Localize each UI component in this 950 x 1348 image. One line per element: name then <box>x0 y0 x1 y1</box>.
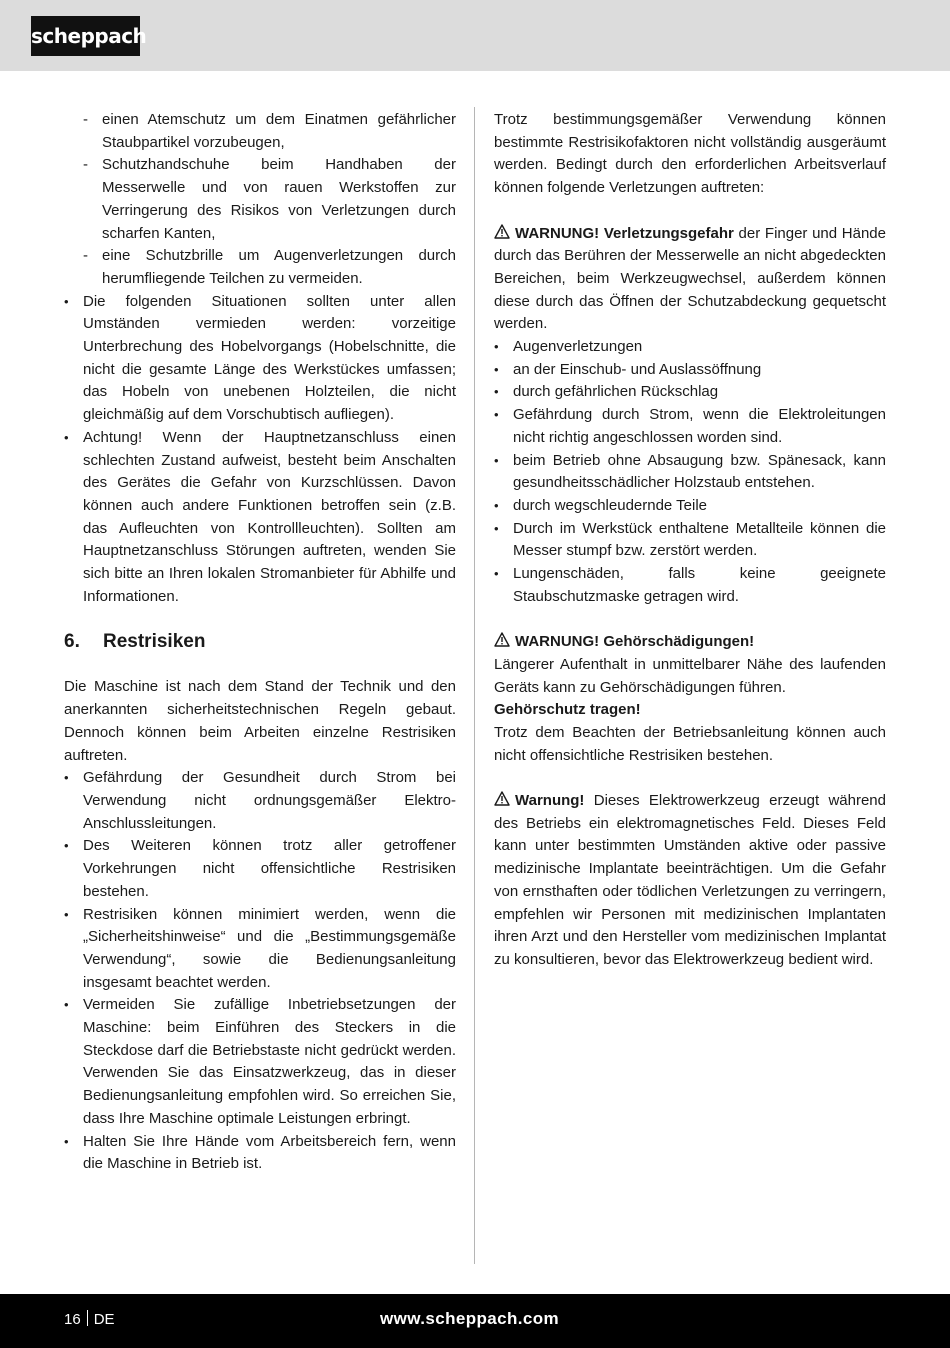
list-item: • an der Einschub- und Auslassöffnung <box>494 359 886 382</box>
list-item: • Gefährdung durch Strom, wenn die Elektroleitungen nicht richtig angeschlossen worden sind. <box>494 404 886 449</box>
list-item: - Schutzhandschuhe beim Handhaben der Messerwelle und von rauen Werkstoffen zur Verringerung des Risikos von Verletzungen durch scharfen Kanten, <box>64 154 456 245</box>
list-item: • Achtung! Wenn der Hauptnetzanschluss einen schlechten Zustand aufweist, besteht beim Anschalten des Gerätes die Gefahr von Kurzschlüssen. Davon können auch andere Funktionen betroffen sein (z.B. das Aufleuchten von Kontrollleuchten). Sollten am Hauptnetzanschluss Störungen auftreten, wenden Sie sich bitte an Ihren lokalen Stromanbieter für Abhilfe und Informationen. <box>64 427 456 609</box>
right-intro: Trotz bestimmungsgemäßer Verwendung können bestimmte Restrisikofaktoren nicht vollständig ausgeräumt werden. Bedingt durch den erforderlichen Arbeitsverlauf können folgende Verletzungen auftreten: <box>494 111 886 197</box>
list-item: • Die folgenden Situationen sollten unter allen Umständen vermieden werden: vorzeitige Unterbrechung des Hobelvorgangs (Hobelschnitte, die nicht die gesamte Länge des Werkstückes umfassen; das Hobeln von unebenen Holzteilen, die nicht gleichmäßig auf dem Vorschubtisch aufliegen). <box>64 291 456 427</box>
left-column <box>64 109 456 1176</box>
page-number-block <box>64 1310 115 1330</box>
page-separator <box>87 1310 88 1326</box>
warning-text: der Finger und Hände durch das Berühren der Messerwelle an nicht abgedeckten Bereichen, beim Werkzeugwechsel, außerdem können diese durch das Öffnen der Schutzabdeckung gequetscht werden. <box>494 224 886 333</box>
warning-text: Dieses Elektrowerkzeug erzeugt während des Betriebs ein elektromagnetisches Feld. Dieses Feld kann unter bestimmten Umständen aktive oder passive medizinische Implantate beeinträchtigen. Um die Gefahr von ernsthaften oder tödlichen Verletzungen zu verringern, empfehlen wir Personen mit medizinischen Implantaten ihren Arzt und den Hersteller vom medizinischen Implantat zu konsultieren, bevor das Elektrowerkzeug bedient wird. <box>494 792 886 968</box>
list-item: • Des Weiteren können trotz aller getroffener Vorkehrungen nicht offensichtliche Restrisiken bestehen. <box>64 835 456 903</box>
safety-bullet-list <box>64 291 456 609</box>
list-item: • Durch im Werkstück enthaltene Metallteile können die Messer stumpf bzw. zerstört werden. <box>494 518 886 563</box>
warning-label: Warnung! <box>515 792 585 810</box>
hearing-warning-text2: Trotz dem Beachten der Betriebsanleitung können auch nicht offensichtliche Restrisiken bestehen. <box>494 723 886 764</box>
page-number: 16 <box>64 1311 81 1328</box>
section-title: Restrisiken <box>103 631 206 653</box>
list-item: • Lungenschäden, falls keine geeignete Staubschutzmaske getragen wird. <box>494 563 886 608</box>
warning-label: WARNUNG! Verletzungsgefahr <box>515 224 734 242</box>
injury-warning <box>494 223 886 337</box>
list-item: • Halten Sie Ihre Hände vom Arbeitsbereich fern, wenn die Maschine in Betrieb ist. <box>64 1131 456 1176</box>
list-item: • durch gefährlichen Rückschlag <box>494 381 886 404</box>
warning-icon <box>494 632 510 647</box>
hearing-protection-note: Gehörschutz tragen! <box>494 701 641 719</box>
list-item: - eine Schutzbrille um Augenverletzungen durch herumfliegende Teilchen zu vermeiden. <box>64 245 456 290</box>
hearing-warning-title <box>494 631 886 654</box>
page-header <box>0 0 950 71</box>
list-item: • Restrisiken können minimiert werden, wenn die „Sicherheitshinweise“ und die „Bestimmungsgemäße Verwendung“, sowie die Bedienungsanleitung insgesamt beachtet werden. <box>64 904 456 995</box>
emf-warning <box>494 790 886 972</box>
right-column <box>494 109 886 972</box>
list-item: • Augenverletzungen <box>494 336 886 359</box>
injury-list <box>494 336 886 608</box>
list-item: • Gefährdung der Gesundheit durch Strom bei Verwendung nicht ordnungsgemäßer Elektro-Anschlussleitungen. <box>64 767 456 835</box>
section-number: 6. <box>64 631 80 653</box>
language-code: DE <box>93 1311 115 1328</box>
warning-label: WARNUNG! Gehörschädigungen! <box>515 633 755 651</box>
section-intro: Die Maschine ist nach dem Stand der Technik und den anerkannten sicherheitstechnischen Regeln gebaut. Dennoch können beim Arbeiten einzelne Restrisiken auftreten. <box>64 678 456 764</box>
hearing-warning-text: Längerer Aufenthalt in unmittelbarer Nähe des laufenden Geräts kann zu Gehörschädigungen führen. <box>494 655 886 696</box>
residual-risk-list <box>64 767 456 1176</box>
list-item: - einen Atemschutz um dem Einatmen gefährlicher Staubpartikel vorzubeugen, <box>64 109 456 154</box>
page-footer <box>0 1294 950 1348</box>
warning-icon <box>494 791 510 806</box>
list-item: • beim Betrieb ohne Absaugung bzw. Spänesack, kann gesundheitsschädlicher Holzstaub entstehen. <box>494 450 886 495</box>
list-item: • durch wegschleudernde Teile <box>494 495 886 518</box>
website-link[interactable]: www.scheppach.com <box>380 1309 560 1328</box>
protective-equipment-list <box>64 109 456 291</box>
brand-logo: scheppach <box>31 16 140 56</box>
column-divider <box>474 107 475 1264</box>
warning-icon <box>494 224 510 239</box>
section-heading <box>64 629 456 655</box>
list-item: • Vermeiden Sie zufällige Inbetriebsetzungen der Maschine: beim Einführen des Steckers in die Steckdose darf die Betriebstaste nicht gedrückt werden. Verwenden Sie das Einsatzwerkzeug, das in dieser Bedienungsanleitung empfohlen wird. So erreichen Sie, dass Ihre Maschine optimale Leistungen erbringt. <box>64 994 456 1130</box>
